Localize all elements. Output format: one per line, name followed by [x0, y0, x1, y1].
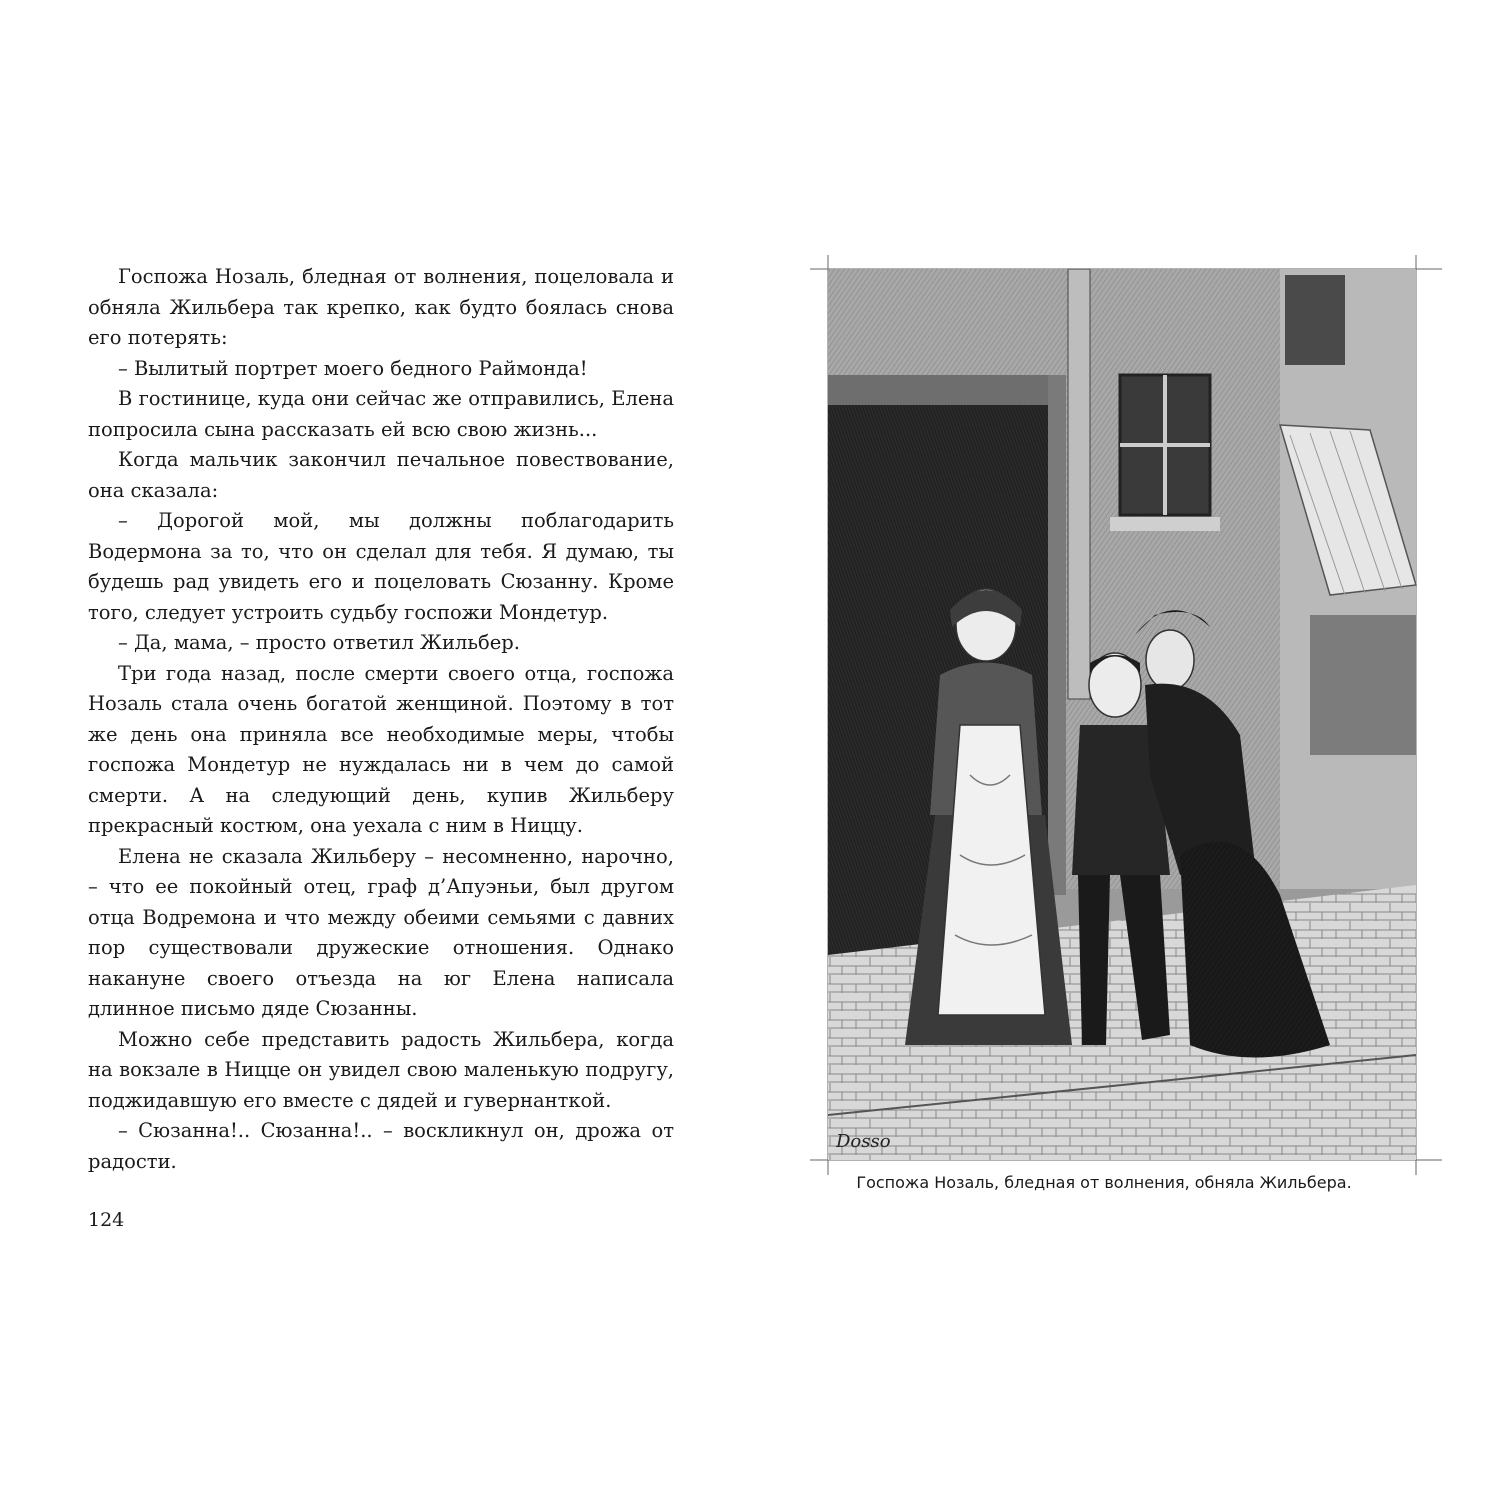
body-text	[88, 262, 674, 1177]
illustration-caption: Госпожа Нозаль, бледная от волнения, обняла Жильбера.	[856, 1173, 1352, 1192]
illustration	[810, 255, 1442, 1175]
paragraph: Елена не сказала Жильберу – несомненно, нарочно, – что ее покойный отец, граф д’Апуэньи, был другом отца Водремона и что между обеими семьями с давних пор существовали дружеские отношения. Однако накануне своего отъезда на юг Елена написала длинное письмо дяде Сюзанны.	[88, 844, 674, 1020]
paragraph: – Да, мама, – просто ответил Жильбер.	[118, 631, 520, 654]
paragraph: – Сюзанна!.. Сюзанна!.. – воскликнул он, дрожа от радости.	[88, 1119, 674, 1173]
paragraph: – Дорогой мой, мы должны поблагодарить Водермона за то, что он сделал для тебя. Я думаю, ты будешь рад увидеть его и поцеловать Сюзанну. Кроме того, следует устроить судьбу госпожи Мондетур.	[88, 509, 674, 624]
paragraph: – Вылитый портрет моего бедного Раймонда!	[118, 356, 588, 380]
paragraph: Госпожа Нозаль, бледная от волнения, поцеловала и обняла Жильбера так крепко, как будто боялась снова его потерять:	[88, 265, 674, 349]
page-number: 124	[88, 1209, 125, 1231]
paragraph: Три года назад, после смерти своего отца, госпожа Нозаль стала очень богатой женщиной. Поэтому в тот же день она приняла все необходимые меры, чтобы госпожа Мондетур не нуждалась ни в чем до самой смерти. А на следующий день, купив Жильберу прекрасный костюм, она уехала с ним в Ниццу.	[88, 661, 674, 837]
paragraph: Можно себе представить радость Жильбера, когда на вокзале в Ницце он увидел свою маленькую подругу, поджидавшую его вместе с дядей и гувернанткой.	[88, 1027, 674, 1112]
engraving	[810, 255, 1442, 1175]
paragraph: Когда мальчик закончил печальное повествование, она сказала:	[88, 448, 674, 502]
artist-signature: Dosso	[836, 1131, 891, 1152]
engraving-scene	[828, 269, 1416, 1160]
paragraph: В гостинице, куда они сейчас же отправились, Елена попросила сына рассказать ей всю свою жизнь...	[88, 387, 674, 441]
